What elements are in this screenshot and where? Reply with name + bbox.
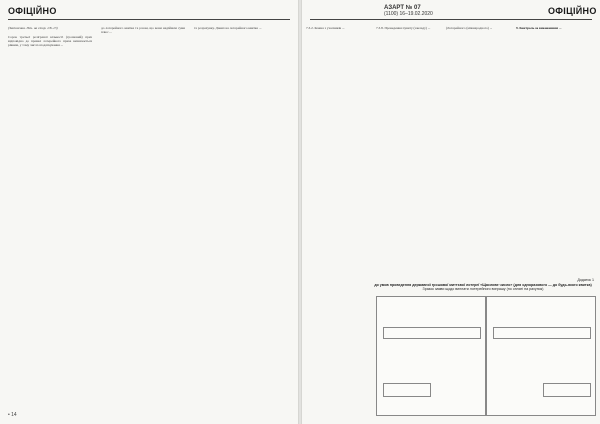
continuation-note: (Закінчення. Поч. на стор. 1/8–13) (8, 26, 58, 30)
right-column-2: 7.3.8. Проведення пункту (закладу) ... (376, 26, 431, 30)
form-field-box (383, 327, 481, 339)
payout-application-form-1 (376, 296, 486, 416)
payout-application-form-2 (486, 296, 596, 416)
left-column-3: та розрахунку. Даних на лотерейного квитка ... (194, 26, 262, 30)
right-column-4: 9. Контроль за виконанням ... (516, 26, 562, 30)
left-column-1: (Закінчення. Поч. на стор. 1/8–13) Сорок третьої розіграної кількості (грошовий) приз відповідно до правил лотерейного приза визначається рівним, у тому числі оподаткування ... (8, 26, 92, 48)
form-field-box (543, 383, 591, 397)
issue-number: (1100) 16–19.02.2020 (384, 11, 433, 17)
right-header-rule (310, 19, 592, 20)
appendix-title: до умов проведення державної грошової миттєвої лотереї «Щасливе число» (для одноразового — до будь-якого квитка) (374, 282, 592, 287)
appendix-label: Додаток 1 (577, 278, 594, 282)
form-field-box (383, 383, 431, 397)
right-section-kicker: ОФІЦІЙНО (548, 6, 597, 16)
appendix-subtitle: Зразок заяви щодо виплати лотерейного виграшу (по оплаті на рахунок) (422, 287, 544, 291)
left-page (0, 0, 298, 424)
publication-name: АЗАРТ № 07 (384, 5, 421, 11)
publication-info (384, 5, 433, 17)
left-column-2: до лотерейного квитка та разом, що вони надійшли суми плюс ... (101, 26, 185, 35)
appendix-heading (372, 278, 594, 292)
left-page-number: • 14 (8, 412, 17, 418)
right-column-1: 7.3.2. Кожна з учасників ... (306, 26, 345, 30)
left-header-rule (8, 19, 290, 20)
left-section-kicker: ОФІЦІЙНО (8, 6, 57, 16)
right-column-3: (Лотерейного (міжнародного) ... (446, 26, 493, 30)
form-field-box (493, 327, 591, 339)
